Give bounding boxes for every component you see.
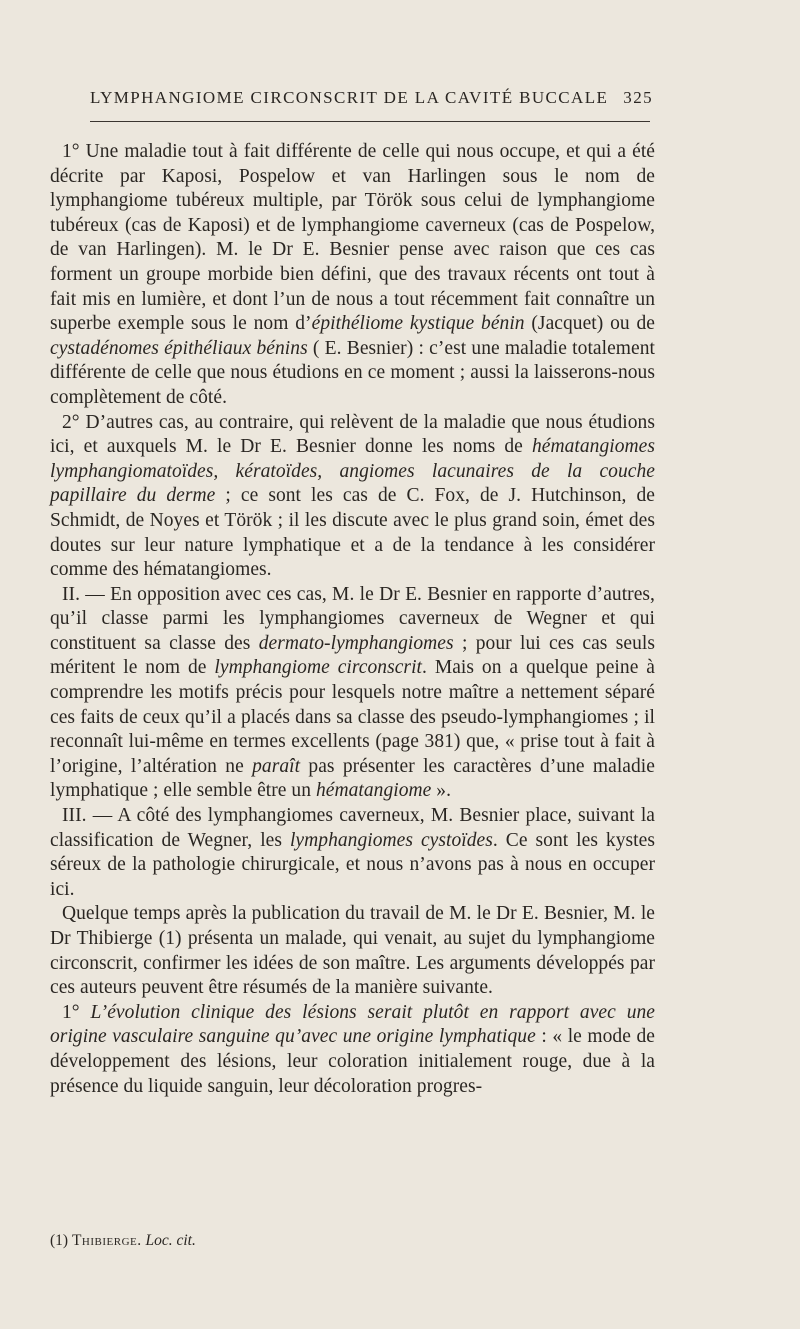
paragraph xyxy=(50,804,655,902)
footnote xyxy=(50,1232,655,1250)
italic-text: lymphangiomes cystoïdes xyxy=(289,829,493,851)
text-run: : « le mode de développement des lésions, leur coloration initialement rouge, due à la présence du liquide sanguin, leur décoloration progres- xyxy=(50,1026,655,1097)
footnote-author: Thibierge. xyxy=(71,1232,142,1249)
text-run: pas présenter les caractères d’une maladie lymphatique ; elle semble être un xyxy=(50,755,655,802)
text-run: . Mais on a quelque peine à comprendre les motifs précis pour lesquels notre maître a nettement séparé ces faits de ceux qu’il a placés dans sa classe des pseudo-lymphangiomes ; il reconnaît lui-même en termes excellents (page 381) que, « prise tout à fait à l’origine, l’altération ne xyxy=(50,657,655,777)
text-run: Quelque temps après la publication du travail de M. le Dr E. Besnier, M. le Dr Thibierge (1) présenta un malade, qui venait, au sujet du lymphangiome circonscrit, confirmer les idées de son maître. Les arguments développés par ces auteurs peuvent être résumés de la manière suivante. xyxy=(50,903,655,999)
paragraph xyxy=(50,902,655,1000)
text-run: 2° D’autres cas, au contraire, qui relèvent de la maladie que nous étudions ici, et auxquels M. le Dr E. Besnier donne les noms de xyxy=(50,411,655,458)
body-text xyxy=(50,140,655,1099)
text-run: II. — En opposition avec ces cas, M. le Dr E. Besnier en rapporte d’autres, qu’il classe parmi les lymphangiomes caverneux de Wegner et qui constituent sa classe des xyxy=(50,583,655,654)
text-run: ; ce sont les cas de C. Fox, de J. Hutchinson, de Schmidt, de Noyes et Török ; il les discute avec le plus grand soin, émet des doutes sur leur nature lymphatique et a de la tendance à les considérer comme des hématangiomes. xyxy=(50,485,655,581)
paragraph xyxy=(50,1001,655,1099)
footnote-reference: Loc. cit. xyxy=(145,1232,196,1249)
page-number: 325 xyxy=(623,88,653,107)
text-run: ». xyxy=(431,780,452,802)
italic-text: épithéliome kystique bénin xyxy=(311,313,525,335)
italic-text: hématangiomes lymphangiomatoïdes, kératoïdes, angiomes lacunaires de la couche papillaire du derme xyxy=(50,436,655,507)
text-run: (Jacquet) ou de xyxy=(524,313,656,335)
italic-text: paraît xyxy=(252,755,301,777)
paragraph xyxy=(50,411,655,583)
text-run: III. — A côté des lymphangiomes caverneux, M. Besnier place, suivant la classification de Wegner, les xyxy=(50,805,655,851)
italic-text: L’évolution clinique des lésions serait plutôt en rapport avec une origine vasculaire sanguine qu’avec une origine lymphatique xyxy=(50,1001,656,1048)
paragraph xyxy=(50,140,655,411)
text-run: ; pour lui ces cas seuls méritent le nom de xyxy=(50,632,656,679)
running-header xyxy=(90,88,653,108)
italic-text: lymphangiome circonscrit xyxy=(214,657,423,679)
italic-text: hématangiome xyxy=(315,780,432,802)
italic-text: cystadénomes épithéliaux bénins xyxy=(50,337,308,359)
italic-text: dermato-lymphangiomes xyxy=(258,632,454,654)
text-run: 1° xyxy=(62,1001,91,1023)
header-rule xyxy=(90,121,650,122)
running-title: LYMPHANGIOME CIRCONSCRIT DE LA CAVITÉ BUCCALE xyxy=(90,88,609,107)
text-run: 1° Une maladie tout à fait différente de celle qui nous occupe, et qui a été décrite par Kaposi, Pospelow et van Harlingen sous le nom de lymphangiome tubéreux multiple, par Török sous celui de lymphangiome tubéreux (cas de Kaposi) et de lymphangiome caverneux (cas de Pospelow, de van Harlingen). M. le Dr E. Besnier pense avec raison que ces cas forment un groupe morbide bien défini, que des travaux récents ont tout à fait mis en lumière, et dont l’un de nous a tout récemment fait connaître un superbe exemple sous le nom d’ xyxy=(50,141,655,335)
text-run: ( E. Besnier) : c’est une maladie totalement différente de celle que nous étudions en ce moment ; aussi la laisserons-nous complètement de côté. xyxy=(50,337,655,408)
paragraph xyxy=(50,583,655,804)
text-run: . Ce sont les kystes séreux de la pathologie chirurgicale, et nous n’avons pas à nous en occuper ici. xyxy=(50,829,655,900)
footnote-number: (1) xyxy=(50,1232,69,1249)
